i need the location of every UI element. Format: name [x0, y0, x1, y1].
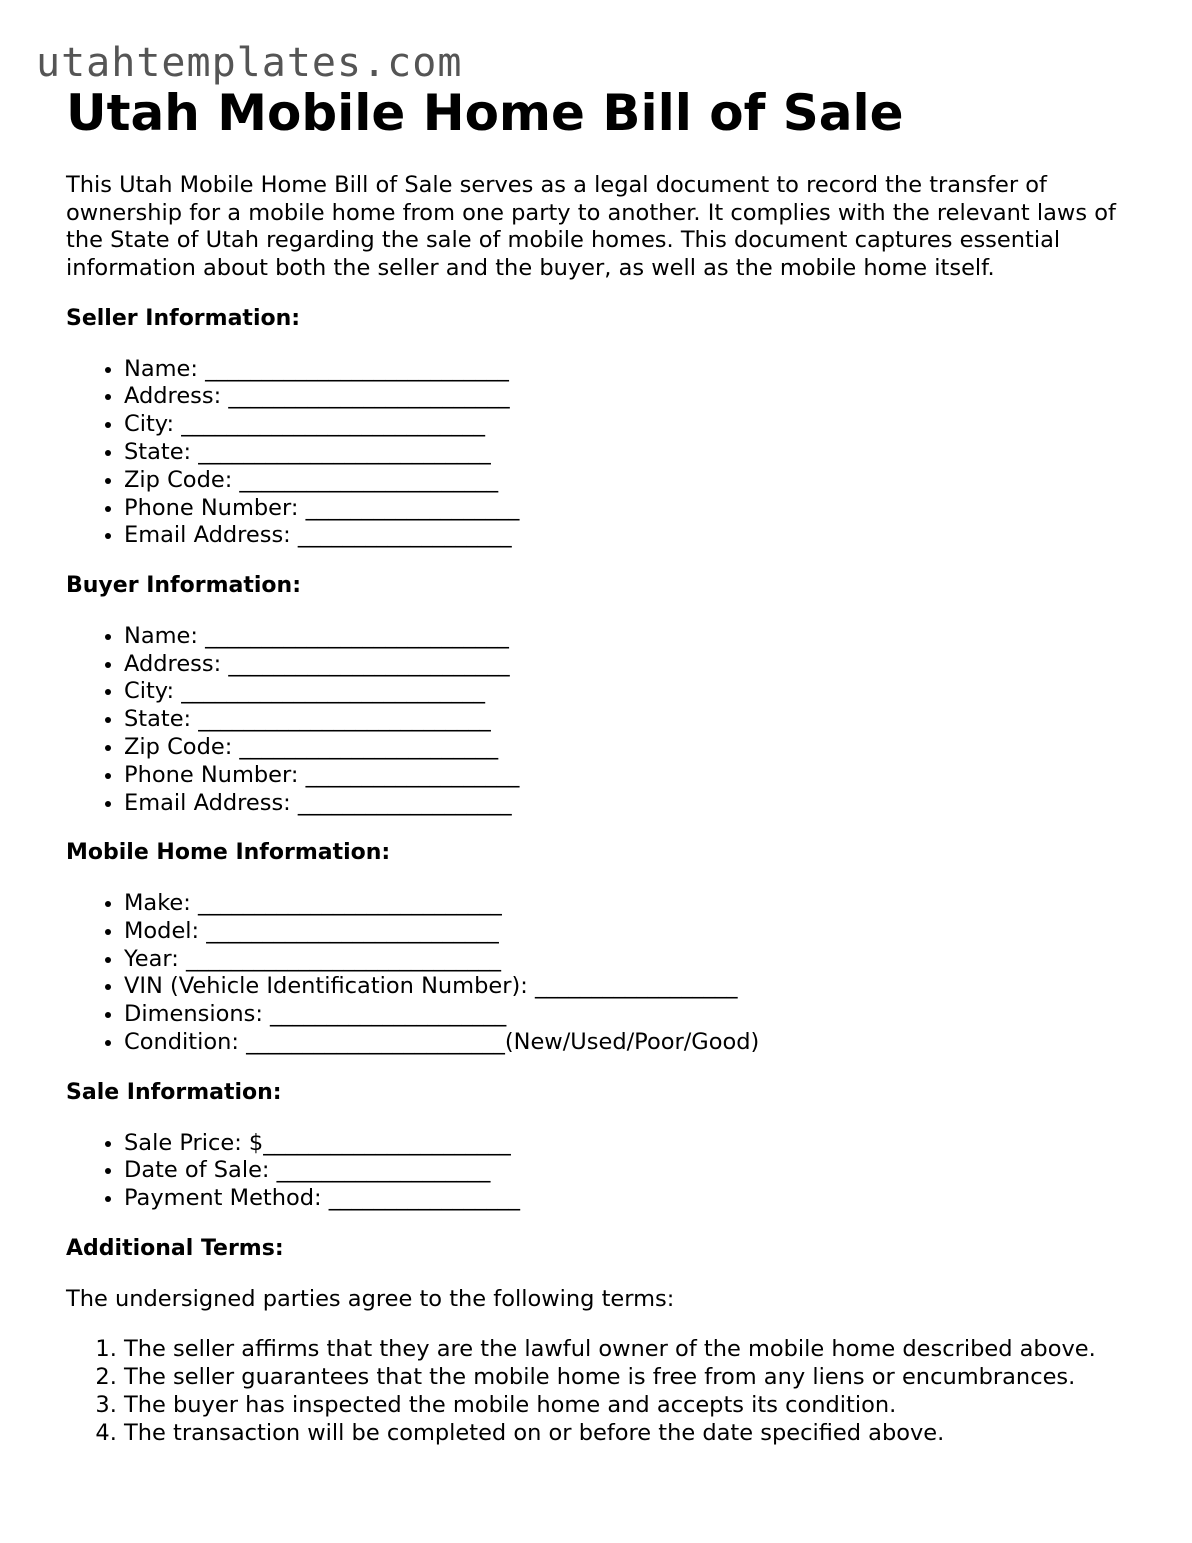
buyer-phone-field: • Phone Number: ___________________ [124, 762, 1146, 790]
seller-fields-list [66, 356, 1146, 551]
buyer-heading: Buyer Information: [66, 573, 301, 599]
additional-terms-heading: Additional Terms: [66, 1235, 284, 1261]
watermark: utahtemplates.com [36, 40, 463, 86]
model-field: • Model: __________________________ [124, 918, 1146, 946]
buyer-name-field: • Name: ___________________________ [124, 623, 1146, 651]
seller-phone-field: • Phone Number: ___________________ [124, 495, 1146, 523]
seller-state-field: • State: __________________________ [124, 439, 1146, 467]
condition-field: • Condition: _______________________(New/Used/Poor/Good) [124, 1029, 1146, 1057]
sale-heading: Sale Information: [66, 1079, 282, 1105]
mobile-home-heading: Mobile Home Information: [66, 840, 391, 866]
buyer-zip-field: • Zip Code: _______________________ [124, 734, 1146, 762]
mobile-home-fields-list [66, 890, 1146, 1057]
term-item: 2. The seller guarantees that the mobile home is free from any liens or encumbrances. [124, 1364, 1146, 1392]
seller-zip-field: • Zip Code: _______________________ [124, 467, 1146, 495]
vin-field: • VIN (Vehicle Identification Number): __________________ [124, 973, 1146, 1001]
terms-list [66, 1336, 1146, 1447]
year-field: • Year: ____________________________ [124, 946, 1146, 974]
term-item: 3. The buyer has inspected the mobile home and accepts its condition. [124, 1392, 1146, 1420]
seller-name-field: • Name: ___________________________ [124, 356, 1146, 384]
buyer-fields-list [66, 623, 1146, 818]
date-of-sale-field: • Date of Sale: ___________________ [124, 1157, 1146, 1185]
term-item: 4. The transaction will be completed on or before the date specified above. [124, 1420, 1146, 1448]
seller-address-field: • Address: _________________________ [124, 383, 1146, 411]
buyer-city-field: • City: ___________________________ [124, 678, 1146, 706]
page-title: Utah Mobile Home Bill of Sale [66, 84, 904, 142]
terms-intro: The undersigned parties agree to the following terms: [66, 1285, 675, 1312]
buyer-email-field: • Email Address: ___________________ [124, 790, 1146, 818]
intro-paragraph: This Utah Mobile Home Bill of Sale serves as a legal document to record the transfer of ownership for a mobile home from one party to another. It complies with the relevant laws of the State of Utah regarding the sale of mobile homes. This document captures essential information about both the seller and the buyer, as well as the mobile home itself. [66, 172, 1116, 282]
dimensions-field: • Dimensions: _____________________ [124, 1001, 1146, 1029]
buyer-address-field: • Address: _________________________ [124, 651, 1146, 679]
payment-method-field: • Payment Method: _________________ [124, 1185, 1146, 1213]
seller-city-field: • City: ___________________________ [124, 411, 1146, 439]
term-item: 1. The seller affirms that they are the lawful owner of the mobile home described above. [124, 1336, 1146, 1364]
sale-price-field: • Sale Price: $______________________ [124, 1130, 1146, 1158]
buyer-state-field: • State: __________________________ [124, 706, 1146, 734]
document-body [66, 84, 1146, 1448]
seller-heading: Seller Information: [66, 305, 301, 331]
seller-email-field: • Email Address: ___________________ [124, 522, 1146, 550]
sale-fields-list [66, 1130, 1146, 1213]
make-field: • Make: ___________________________ [124, 890, 1146, 918]
